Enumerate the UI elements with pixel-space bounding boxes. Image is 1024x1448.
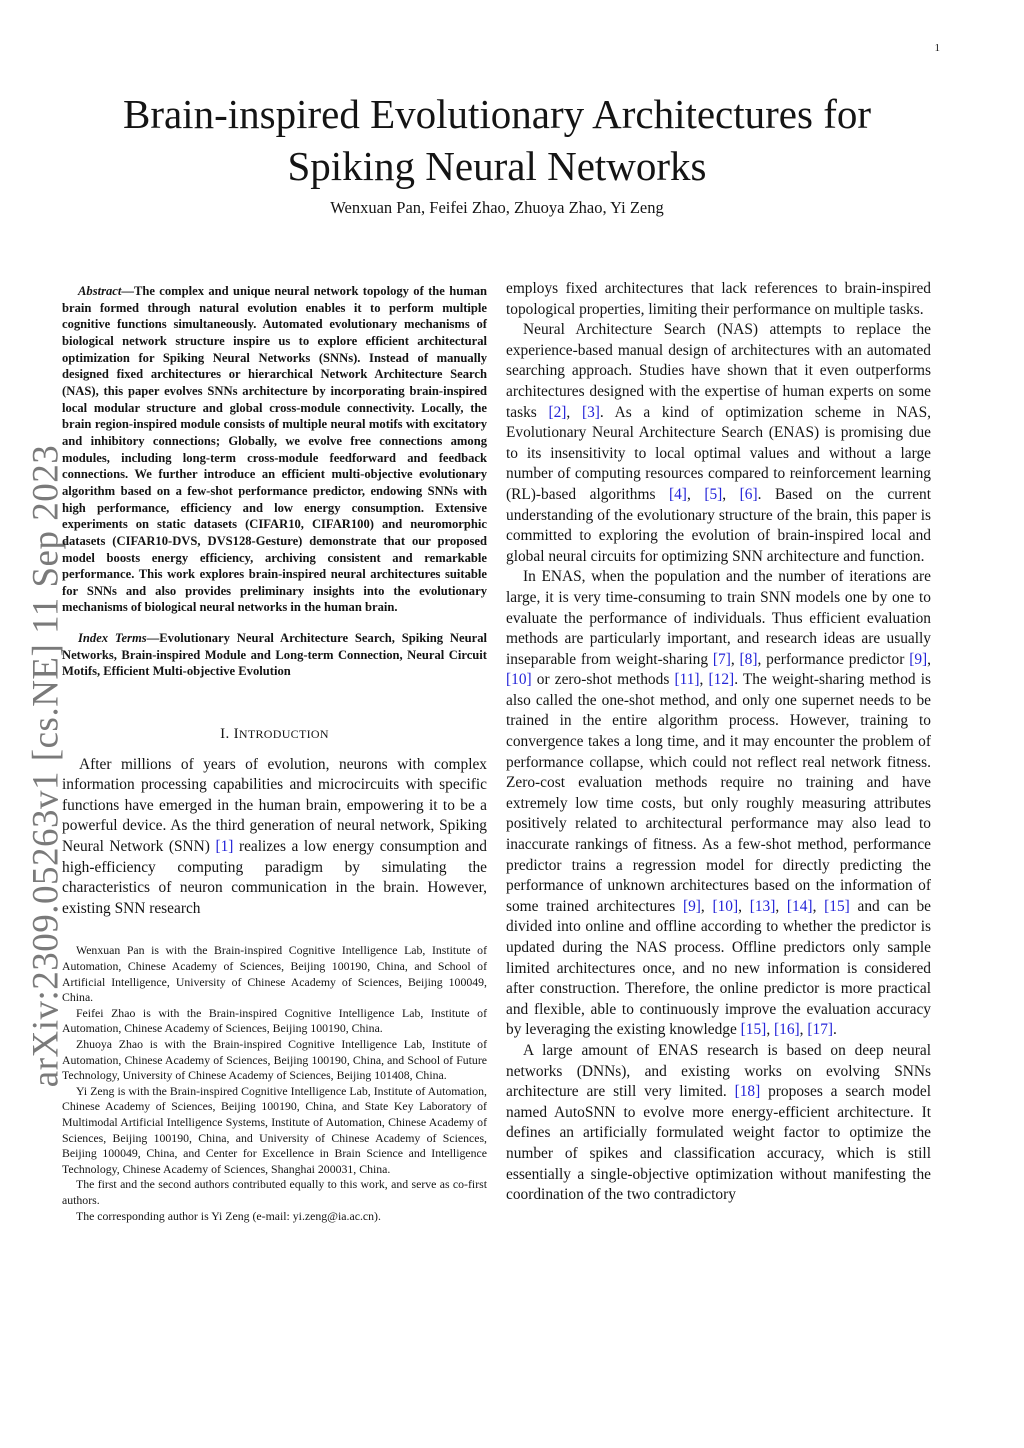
index-terms — [62, 630, 487, 680]
index-terms-label: Index Terms — [78, 631, 147, 646]
citation-link[interactable]: [17] — [807, 1021, 834, 1039]
page-number: 1 — [934, 42, 940, 54]
citation-link[interactable]: [9] — [909, 650, 928, 668]
citation-link[interactable]: [16] — [774, 1021, 800, 1039]
citation-link[interactable]: [5] — [704, 485, 723, 503]
author-list: Wenxuan Pan, Feifei Zhao, Zhuoya Zhao, Yi Zeng — [330, 198, 664, 217]
paper-title: Brain-inspired Evolutionary Architectures for Spiking Neural Networks — [122, 91, 872, 189]
citation-link[interactable]: [10] — [506, 671, 532, 689]
body-paragraph: employs fixed architectures that lack references to brain-inspired topological properties, limiting their performance on multiple tasks. — [506, 280, 931, 318]
body-paragraph: Neural Architecture Search (NAS) attempts to replace the experience-based manual design of architectures with an automated searching approach. Studies have shown that it even outperforms architectures designed with the expertise of human experts on some tasks [2], [3]. As a kind of optimization scheme in NAS, Evolutionary Neural Architecture Search (ENAS) is promising due to its insensitivity to local optimal values and without a large number of computing resources compared to reinforcement learning (RL)-based algorithms [4], [5], [6]. Based on the current understanding of the evolutionary structure of the brain, this paper is committed to exploring the evolution of brain-inspired local and global neural circuits for optimizing SNN architecture and function. — [506, 321, 931, 565]
left-column — [62, 283, 487, 1224]
citation-link[interactable]: [4] — [668, 485, 687, 503]
section-heading-introduction: I. INTRODUCTION — [220, 726, 329, 743]
citation-link[interactable]: [18] — [734, 1083, 761, 1101]
citation-link[interactable]: [15] — [740, 1021, 767, 1039]
body-paragraph: A large amount of ENAS research is based on deep neural networks (DNNs), and existing works on evolving SNNs architecture are still very limited. [18] proposes a search model named AutoSNN to evolve more energy-efficient architecture. It defines an artificially formulated weight factor to optimize the number of spikes and classification accuracy, which is still essentially a single-objective optimization without manifesting the coordination of the two contradictory — [506, 1041, 931, 1204]
citation-link[interactable]: [1] — [215, 838, 234, 856]
citation-link[interactable]: [7] — [712, 650, 731, 668]
footnotes — [62, 943, 487, 1224]
citation-link[interactable]: [14] — [786, 897, 813, 915]
right-column — [506, 279, 931, 1206]
citation-link[interactable]: [2] — [548, 403, 567, 421]
arxiv-identifier: arXiv:2309.05263v1 [cs.NE] 11 Sep 2023 — [25, 444, 67, 1088]
citation-link[interactable]: [12] — [708, 671, 735, 689]
citation-link[interactable]: [13] — [749, 897, 776, 915]
body-paragraph: In ENAS, when the population and the number of iterations are large, it is very time-consuming to train SNN models one by one to evaluate the performance of individuals. Thus efficient evaluation methods are particularly important, and research ideas are usually inseparable from weight-sharing [7], [8], performance predictor [9], [10] or zero-shot methods [11], [12]. The weight-sharing method is also called the one-shot method, and only one supernet needs to be trained in the entire algorithm process. However, training to convergence takes a long time, and it may encounter the problem of performance collapse, which could not reflect real network fitness. Zero-cost evaluation methods require no training and have extremely low time costs, but only roughly measuring attributes positively related to architectural performance may also lead to inaccurate rankings of fitness. As a few-shot method, performance predictor trains a regression model for directly predicting the performance of unknown architectures based on the information of some trained architectures [9], [10], [13], [14], [15] and can be divided into online and offline according to whether the predictor is updated during the NAS process. Offline predictors only sample limited architectures once, and no new information is considered after construction. Therefore, the online predictor is more practical and flexible, able to continuously improve the evaluation accuracy by leveraging the existing knowledge [15], [16], [17]. — [506, 568, 932, 1039]
citation-link[interactable]: [6] — [739, 485, 758, 503]
abstract-label: Abstract — [78, 284, 122, 298]
citation-link[interactable]: [8] — [739, 650, 758, 668]
index-terms-text: —Evolutionary Neural Architecture Search, Spiking Neural Networks, Brain-inspired Module and Long-term Connection, Neural Circuit Motifs, Efficient Multi-objective Evolution — [62, 631, 488, 679]
footnote: Feifei Zhao is with the Brain-inspired Cognitive Intelligence Lab, Institute of Automation, Chinese Academy of Sciences, Beijing 100190, China. — [62, 1005, 487, 1036]
intro-paragraph-1: After millions of years of evolution, neurons with complex information processing capabilities and microcircuits with specific functions have emerged in the human brain, empowering it to be a powerful device. As the third generation of neural network, Spiking Neural Network (SNN) [1] realizes a low energy consumption and high-efficiency computing paradigm by simulating the characteristics of neuron communication in the brain. However, existing SNN research — [62, 755, 488, 917]
abstract-text: —The complex and unique neural network topology of the human brain formed through natural evolution enables it to perform multiple cognitive functions simultaneously. Automated evolutionary mechanisms of biological network structure inspire us to explore efficient architectural optimization for Spiking Neural Networks (SNNs). Instead of manually designed fixed architectures or hierarchical Network Architecture Search (NAS), this paper evolves SNNs architecture by incorporating brain-inspired local modular structure and global cross-module connectivity. Locally, the brain region-inspired module consists of multiple neural motifs with excitatory and inhibitory connections; Globally, we evolve free connections among modules, including long-term cross-module feedforward and feedback connections. We further introduce an efficient multi-objective evolutionary algorithm based on a few-shot performance predictor, endowing SNNs with high performance, efficiency and low energy consumption. Extensive experiments on static datasets (CIFAR10, CIFAR100) and neuromorphic datasets (CIFAR10-DVS, DVS128-Gesture) demonstrate that our proposed model boosts energy efficiency, archiving consistent and remarkable performance. This work explores brain-inspired neural architectures suitable for SNNs and also provides preliminary insights into the evolutionary mechanisms of biological neural networks in the human brain. — [62, 284, 487, 615]
footnote: Wenxuan Pan is with the Brain-inspired Cognitive Intelligence Lab, Institute of Automation, Chinese Academy of Sciences, Beijing 100190, China, and School of Artificial Intelligence, University of Chinese Academy of Sciences, Beijing 100049, China. — [62, 943, 487, 1005]
abstract — [62, 283, 487, 616]
footnote: Zhuoya Zhao is with the Brain-inspired Cognitive Intelligence Lab, Institute of Automation, Chinese Academy of Sciences, Beijing 100190, China, and School of Future Technology, University of Chinese Academy of Sciences, Beijing 101408, China. — [62, 1037, 487, 1083]
footnote: Yi Zeng is with the Brain-inspired Cognitive Intelligence Lab, Institute of Automation, Chinese Academy of Sciences, Beijing 100190, China, and State Key Laboratory of Multimodal Artificial Intelligence Systems, Institute of Automation, Chinese Academy of Sciences, Beijing 100190, China, and University of Chinese Academy of Sciences, Beijing 100049, China, and Center for Excellence in Brain Science and Intelligence Technology, Chinese Academy of Sciences, Shanghai 200031, China. — [62, 1083, 487, 1176]
citation-link[interactable]: [11] — [674, 671, 700, 689]
footnote: The corresponding author is Yi Zeng (e-mail: yi.zeng@ia.ac.cn). — [76, 1208, 381, 1223]
citation-link[interactable]: [3] — [581, 403, 600, 421]
footnote: The first and the second authors contributed equally to this work, and serve as co-first authors. — [62, 1177, 487, 1207]
citation-link[interactable]: [9] — [682, 897, 701, 915]
citation-link[interactable]: [10] — [712, 897, 739, 915]
citation-link[interactable]: [15] — [824, 897, 850, 915]
